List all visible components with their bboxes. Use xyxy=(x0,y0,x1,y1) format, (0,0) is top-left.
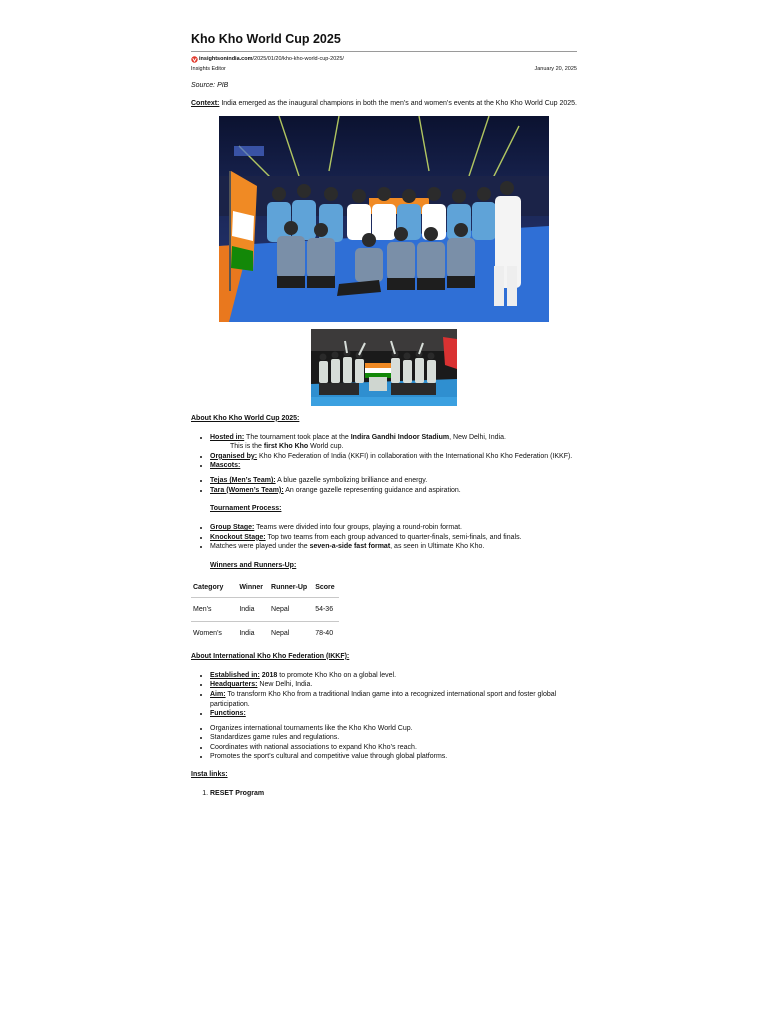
context-label: Context: xyxy=(191,100,220,107)
hosted-post: , New Delhi, India. xyxy=(449,433,506,441)
author: Insights Editor xyxy=(191,66,226,72)
first-bold: first Kho Kho xyxy=(263,443,309,451)
process-heading: Tournament Process: xyxy=(210,505,282,513)
function-item: • Standardizes game rules and regulations. xyxy=(210,733,577,743)
table-cell: India xyxy=(235,597,267,622)
established-text: to promote Kho Kho on a global level. xyxy=(277,671,397,679)
table-cell: Nepal xyxy=(267,622,311,646)
table-cell: India xyxy=(235,622,267,646)
mascot-text: An orange gazelle representing guidance and aspiration. xyxy=(283,486,461,494)
mascot-label: Tejas (Men’s Team): xyxy=(210,476,276,484)
first-post: World cup. xyxy=(308,443,344,451)
organised-label: Organised by: xyxy=(210,452,258,460)
womens-team-photo xyxy=(311,329,457,406)
function-item: • Organizes international tournaments like the Kho Kho World Cup. xyxy=(210,724,577,734)
col-winner: Winner xyxy=(239,583,264,591)
source-host: insightsonindia.com xyxy=(199,56,253,62)
about-list xyxy=(191,433,577,471)
source-url-link[interactable] xyxy=(199,55,344,63)
list-item xyxy=(210,523,577,533)
group-text: Teams were divided into four groups, playing a round-robin format. xyxy=(254,524,462,532)
insta-item[interactable] xyxy=(210,789,577,799)
mascot-item xyxy=(210,486,577,496)
aim-text: To transform Kho Kho from a traditional Indian game into a recognized international sport and foster global participation. xyxy=(210,690,557,708)
winners-table xyxy=(191,579,339,646)
ikkf-list xyxy=(191,671,577,719)
source-path: /2025/01/20/kho-kho-world-cup-2025/ xyxy=(252,56,344,62)
format-pre: Matches were played under the xyxy=(210,543,310,551)
mascots-label: Mascots: xyxy=(210,462,241,470)
context-paragraph xyxy=(191,99,577,109)
functions-label: Functions: xyxy=(210,710,246,718)
table-cell: Men’s xyxy=(191,597,235,622)
winners-heading: Winners and Runners-Up: xyxy=(210,561,297,569)
table-cell: Women’s xyxy=(191,622,235,646)
table-row xyxy=(191,622,339,646)
knockout-label: Knockout Stage: xyxy=(210,533,266,541)
established-year: 2018 xyxy=(259,671,278,679)
source-note: Source: PIB xyxy=(191,82,229,89)
hosted-venue: Indira Gandhi Indoor Stadium xyxy=(350,433,450,441)
knockout-text: Top two teams from each group advanced to quarter-finals, semi-finals, and finals. xyxy=(265,533,522,541)
list-item xyxy=(210,452,577,462)
table-row xyxy=(191,597,339,622)
mascot-text: A blue gazelle symbolizing brilliance and energy. xyxy=(275,476,428,484)
hq-text: New Delhi, India. xyxy=(257,681,313,689)
table-cell: 78-40 xyxy=(311,622,338,646)
hosted-label: Hosted in: xyxy=(210,433,245,441)
hq-label: Headquarters: xyxy=(210,681,258,689)
list-item xyxy=(210,533,577,543)
first-pre: This is the xyxy=(230,443,264,451)
list-item xyxy=(210,542,577,552)
list-item xyxy=(210,709,577,719)
team-celebration-photo xyxy=(219,116,549,322)
page-title: Kho Kho World Cup 2025 xyxy=(191,32,341,46)
mascot-label: Tara (Women’s Team): xyxy=(210,486,284,494)
list-item xyxy=(210,680,577,690)
process-list xyxy=(191,523,577,552)
col-score: Score xyxy=(315,583,335,591)
womens-team-photo-wrap xyxy=(191,322,577,406)
ikkf-heading: About International Kho Kho Federation (IKKF): xyxy=(191,652,350,660)
format-bold: seven-a-side fast format xyxy=(309,543,391,551)
first-edition-note xyxy=(210,442,577,452)
insta-link[interactable]: RESET Program xyxy=(210,790,265,798)
functions-list xyxy=(191,724,577,762)
table-cell: 54-36 xyxy=(311,597,338,622)
publish-date: January 20, 2025 xyxy=(534,66,577,72)
format-post: , as seen in Ultimate Kho Kho. xyxy=(390,543,485,551)
organised-text: Kho Kho Federation of India (KKFI) in collaboration with the International Kho Kho Federation (IKKF). xyxy=(257,452,573,460)
aim-label: Aim: xyxy=(210,690,226,698)
list-item xyxy=(210,433,577,452)
table-header-row xyxy=(191,579,339,597)
hosted-text: The tournament took place at the xyxy=(244,433,351,441)
col-runner-up: Runner-Up xyxy=(271,583,308,591)
title-divider xyxy=(191,51,577,52)
established-label: Established in: xyxy=(210,671,260,679)
source-url-line xyxy=(191,55,577,63)
insta-list xyxy=(191,789,577,799)
function-item: • Coordinates with national associations to expand Kho Kho’s reach. xyxy=(210,743,577,753)
article xyxy=(191,30,577,799)
col-category: Category xyxy=(193,583,224,591)
list-item xyxy=(210,461,577,471)
byline xyxy=(191,65,577,73)
insta-heading: Insta links: xyxy=(191,771,228,779)
team-photo-wrap xyxy=(191,109,577,322)
mascot-item xyxy=(210,476,577,486)
table-cell: Nepal xyxy=(267,597,311,622)
context-text: India emerged as the inaugural champions in both the men’s and women’s events at the Kho Kho World Cup 2025. xyxy=(219,100,578,107)
list-item xyxy=(210,671,577,681)
about-heading: About Kho Kho World Cup 2025: xyxy=(191,414,300,422)
insights-logo-icon xyxy=(191,56,198,63)
list-item xyxy=(210,690,577,709)
group-label: Group Stage: xyxy=(210,524,255,532)
function-item: • Promotes the sport’s cultural and competitive value through global platforms. xyxy=(210,752,577,762)
mascots-list xyxy=(191,476,577,495)
